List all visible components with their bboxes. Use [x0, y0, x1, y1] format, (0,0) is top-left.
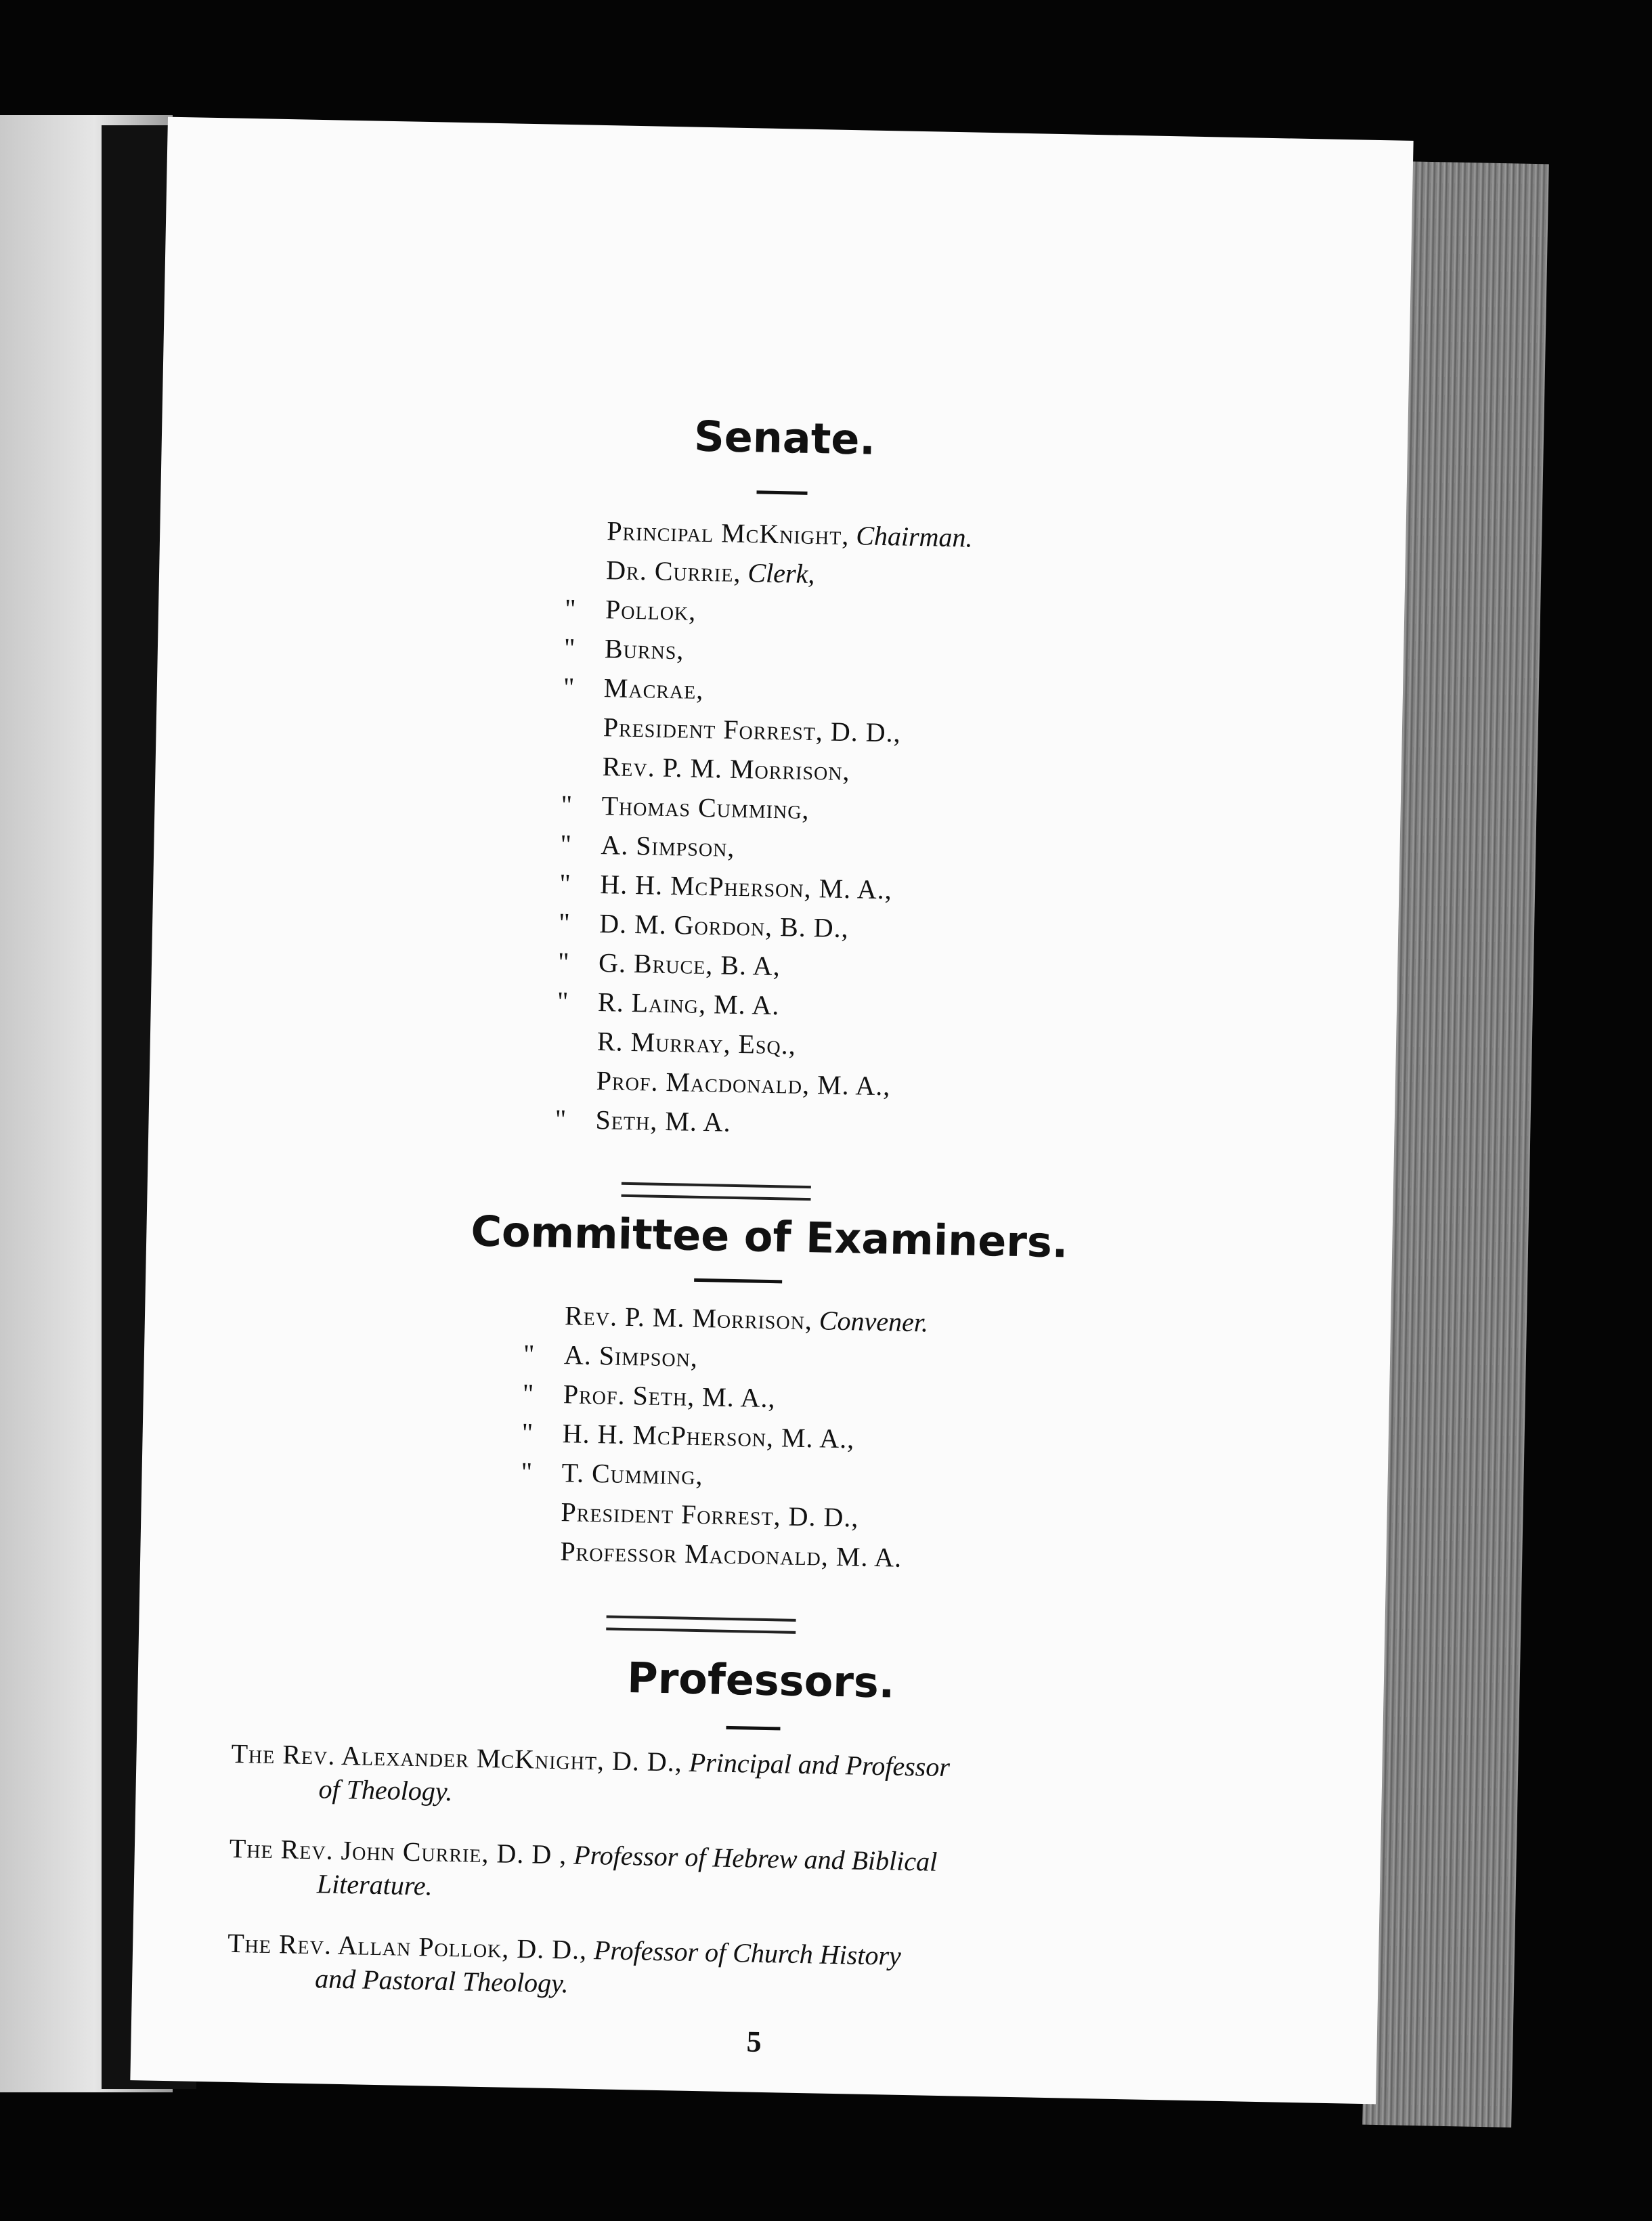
member-name: Professor Macdonald, M. A.: [560, 1536, 903, 1573]
committee-heading: Committee of Examiners.: [470, 1206, 1069, 1268]
professor-title: Professor of Church History: [593, 1935, 902, 1971]
list-item: [519, 1531, 924, 1578]
committee-list: [519, 1295, 929, 1578]
page-number: 5: [746, 2025, 762, 2058]
member-role: Convener.: [819, 1305, 929, 1338]
ditto-mark: ": [560, 828, 572, 860]
ditto-mark: ": [555, 1103, 567, 1135]
ditto-mark: ": [557, 946, 569, 978]
ditto-mark: ": [522, 1378, 534, 1409]
document-page: [130, 117, 1413, 2105]
member-name: A. Simpson,: [601, 829, 735, 863]
member-name: R. Murray, Esq.,: [596, 1026, 797, 1060]
committee-divider: [606, 1615, 796, 1633]
member-name: D. M. Gordon, B. D.,: [599, 908, 850, 944]
ditto-mark: [519, 1559, 560, 1560]
ditto-mark: ": [559, 867, 571, 899]
professor-title-cont: of Theology.: [318, 1773, 453, 1807]
member-name: R. Laing, M. A.: [597, 987, 780, 1021]
member-name: Pollok,: [605, 594, 697, 626]
member-name: Rev. P. M. Morrison,: [564, 1300, 813, 1336]
member-name: President Forrest, D. D.,: [603, 712, 902, 748]
ditto-mark: [556, 1089, 596, 1090]
member-role: Chairman.: [855, 520, 973, 553]
professor-name: The Rev. Alexander McKnight, D. D.,: [231, 1738, 683, 1777]
ditto-mark: ": [558, 907, 571, 939]
senate-divider: [622, 1182, 811, 1201]
member-name: H. H. McPherson, M. A.,: [562, 1418, 855, 1454]
member-name: Dr. Currie,: [605, 555, 741, 588]
ditto-mark: [520, 1520, 561, 1521]
professor-title: Principal and Professor: [689, 1746, 951, 1783]
professor-entry: [227, 1926, 1122, 2011]
professor-title-cont: Literature.: [316, 1868, 433, 1901]
member-name: Principal McKnight,: [606, 515, 850, 551]
member-name: President Forrest, D. D.,: [561, 1496, 859, 1533]
member-name: G. Bruce, B. A,: [598, 947, 781, 982]
ditto-mark: [565, 578, 606, 579]
member-name: Seth, M. A.: [595, 1104, 732, 1138]
professor-name: The Rev. Allan Pollok, D. D.,: [227, 1927, 588, 1965]
ditto-mark: ": [557, 985, 569, 1017]
member-name: Prof. Macdonald, M. A.,: [596, 1065, 891, 1102]
member-name: Thomas Cumming,: [601, 790, 810, 825]
member-name: Prof. Seth, M. A.,: [563, 1379, 776, 1414]
ditto-mark: ": [561, 789, 573, 821]
professors-heading: Professors.: [626, 1653, 896, 1708]
professor-title-cont: and Pastoral Theology.: [314, 1963, 569, 1999]
professor-name: The Rev. John Currie, D. D ,: [229, 1832, 567, 1870]
member-name: H. H. McPherson, M. A.,: [599, 869, 893, 905]
ditto-mark: ": [564, 592, 576, 624]
ditto-mark: ": [521, 1417, 534, 1448]
ditto-mark: ": [523, 1339, 535, 1370]
professors-list: [226, 1737, 1125, 2038]
member-name: Macrae,: [603, 672, 704, 705]
ditto-mark: ": [563, 632, 575, 664]
committee-rule: [694, 1278, 782, 1283]
professor-title: Professor of Hebrew and Biblical: [573, 1839, 938, 1877]
member-name: A. Simpson,: [563, 1339, 699, 1373]
senate-list: [555, 511, 973, 1146]
senate-rule: [756, 490, 807, 494]
member-role: Clerk,: [747, 557, 815, 590]
professor-entry: [228, 1832, 1123, 1916]
professors-rule: [726, 1726, 780, 1731]
member-name: Rev. P. M. Morrison,: [602, 751, 850, 787]
ditto-mark: [563, 735, 603, 736]
ditto-mark: [566, 539, 607, 540]
list-item: [555, 1100, 961, 1147]
senate-heading: Senate.: [693, 411, 876, 465]
professor-entry: [230, 1737, 1125, 1821]
ditto-mark: ": [521, 1456, 533, 1488]
member-name: Burns,: [604, 633, 684, 666]
member-name: T. Cumming,: [561, 1457, 704, 1491]
ditto-mark: ": [563, 671, 575, 703]
